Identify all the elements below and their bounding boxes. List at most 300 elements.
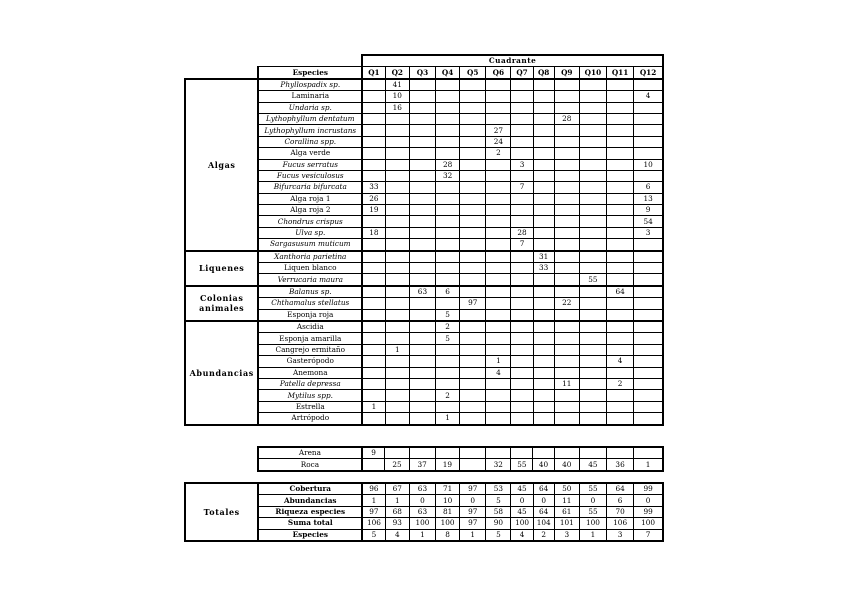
value-cell [533,216,554,227]
value-cell: 33 [362,182,385,193]
value-cell: 100 [579,518,606,529]
value-cell [607,333,634,344]
value-cell [385,367,409,378]
species-name: Alga verde [258,148,362,159]
value-cell [460,102,486,113]
value-cell: 26 [362,193,385,204]
value-cell: 4 [511,529,533,541]
value-cell [409,309,435,321]
value-cell: 55 [511,459,533,471]
value-cell [554,286,579,298]
value-cell [533,91,554,102]
quadrant-header: Q8 [533,67,554,79]
value-cell [460,401,486,412]
value-cell [579,148,606,159]
value-cell [511,193,533,204]
value-cell [579,298,606,309]
value-cell [634,251,663,263]
value-cell [607,148,634,159]
value-cell [409,251,435,263]
value-cell [409,367,435,378]
value-cell [579,251,606,263]
value-cell [385,286,409,298]
value-cell: 3 [634,227,663,238]
group-label: Colonias animales [185,286,258,321]
value-cell: 1 [362,495,385,506]
value-cell [486,298,511,309]
value-cell [385,182,409,193]
value-cell: 64 [533,483,554,495]
value-cell [362,333,385,344]
value-cell: 100 [409,518,435,529]
value-cell [362,367,385,378]
value-cell [511,401,533,412]
value-cell [634,413,663,425]
value-cell: 97 [460,483,486,495]
species-name: Phyllospadix sp. [258,79,362,91]
value-cell [486,91,511,102]
value-cell: 64 [607,483,634,495]
value-cell [362,344,385,355]
value-cell [486,401,511,412]
value-cell: 28 [436,159,460,170]
value-cell [607,274,634,286]
species-row [185,286,663,298]
quadrant-header: Q12 [634,67,663,79]
header-row-cuadrante [185,55,663,67]
substrate-row [258,447,663,459]
value-cell [436,79,460,91]
value-cell [533,148,554,159]
value-cell: 97 [460,298,486,309]
value-cell [385,136,409,147]
value-cell [554,125,579,136]
species-name: Alga roja 2 [258,205,362,216]
value-cell [554,227,579,238]
totals-metric-label: Especies [258,529,362,541]
value-cell: 28 [511,227,533,238]
value-cell [460,182,486,193]
value-cell [607,298,634,309]
value-cell [511,205,533,216]
value-cell [579,344,606,355]
value-cell: 93 [385,518,409,529]
value-cell: 6 [607,495,634,506]
value-cell [634,286,663,298]
species-name: Fucus serratus [258,159,362,170]
value-cell [436,148,460,159]
value-cell [607,125,634,136]
value-cell: 0 [634,495,663,506]
value-cell [533,298,554,309]
species-name: Anemona [258,367,362,378]
value-cell [579,216,606,227]
value-cell: 6 [436,286,460,298]
value-cell [385,447,409,459]
value-cell [511,125,533,136]
value-cell [579,286,606,298]
value-cell [634,309,663,321]
species-name: Gasterópodo [258,356,362,367]
value-cell [634,367,663,378]
value-cell [436,182,460,193]
value-cell: 99 [634,483,663,495]
value-cell [362,274,385,286]
value-cell [634,344,663,355]
value-cell [486,378,511,389]
value-cell [436,91,460,102]
value-cell [554,390,579,401]
value-cell: 37 [409,459,435,471]
value-cell [607,263,634,274]
value-cell: 7 [511,182,533,193]
value-cell: 24 [486,136,511,147]
value-cell [436,113,460,124]
species-name: Mytilus spp. [258,390,362,401]
value-cell [607,309,634,321]
value-cell [385,205,409,216]
value-cell: 7 [634,529,663,541]
value-cell [486,263,511,274]
value-cell [533,193,554,204]
value-cell [409,102,435,113]
value-cell [607,239,634,251]
value-cell [460,125,486,136]
value-cell: 8 [436,529,460,541]
quadrant-header: Q4 [436,67,460,79]
value-cell [511,333,533,344]
species-name: Alga roja 1 [258,193,362,204]
value-cell [511,274,533,286]
value-cell [460,159,486,170]
value-cell: 5 [362,529,385,541]
value-cell [385,413,409,425]
value-cell [409,274,435,286]
value-cell: 106 [362,518,385,529]
value-cell: 13 [634,193,663,204]
value-cell [533,125,554,136]
value-cell [486,321,511,333]
value-cell [385,227,409,238]
value-cell [486,79,511,91]
value-cell [554,367,579,378]
value-cell: 5 [436,333,460,344]
value-cell [460,136,486,147]
value-cell [362,321,385,333]
value-cell: 81 [436,506,460,517]
value-cell [579,263,606,274]
value-cell [511,216,533,227]
value-cell [607,413,634,425]
species-name: Chthamalus stellatus [258,298,362,309]
value-cell: 53 [486,483,511,495]
value-cell [511,321,533,333]
value-cell [533,227,554,238]
value-cell [385,251,409,263]
value-cell [409,263,435,274]
value-cell [385,159,409,170]
value-cell [554,333,579,344]
value-cell [511,113,533,124]
value-cell [362,125,385,136]
value-cell [435,447,459,459]
value-cell [460,79,486,91]
value-cell [385,298,409,309]
value-cell [436,378,460,389]
value-cell: 19 [362,205,385,216]
value-cell [436,401,460,412]
value-cell: 50 [554,483,579,495]
species-row [185,79,663,91]
species-name: Artrópodo [258,413,362,425]
value-cell [634,79,663,91]
substrate-label: Roca [258,459,362,471]
species-name: Sargasusum muticum [258,239,362,251]
quadrant-header: Q7 [511,67,533,79]
value-cell: 64 [533,506,554,517]
value-cell [533,390,554,401]
value-cell: 45 [511,506,533,517]
value-cell [579,401,606,412]
value-cell [607,390,634,401]
value-cell: 1 [579,529,606,541]
value-cell: 3 [511,159,533,170]
value-cell [607,251,634,263]
value-cell [385,378,409,389]
value-cell [554,344,579,355]
value-cell: 54 [634,216,663,227]
value-cell [362,309,385,321]
value-cell [634,239,663,251]
species-name: Estrella [258,401,362,412]
substrate-table [257,446,664,472]
value-cell: 32 [436,170,460,181]
value-cell [533,447,554,459]
value-cell [634,148,663,159]
value-cell [486,227,511,238]
value-cell [436,274,460,286]
value-cell [460,333,486,344]
value-cell: 41 [385,79,409,91]
value-cell [579,447,606,459]
value-cell [409,333,435,344]
value-cell [579,390,606,401]
value-cell [607,193,634,204]
value-cell: 7 [511,239,533,251]
value-cell [579,125,606,136]
value-cell [533,159,554,170]
value-cell: 22 [554,298,579,309]
value-cell: 100 [436,518,460,529]
value-cell: 96 [362,483,385,495]
value-cell [409,413,435,425]
value-cell [607,170,634,181]
value-cell [533,333,554,344]
value-cell [460,274,486,286]
value-cell [579,79,606,91]
value-cell [460,321,486,333]
value-cell [362,102,385,113]
quadrant-header: Q11 [607,67,634,79]
value-cell [436,367,460,378]
value-cell [362,390,385,401]
value-cell [511,91,533,102]
value-cell: 97 [362,506,385,517]
value-cell [409,193,435,204]
value-cell [511,251,533,263]
value-cell [409,321,435,333]
value-cell [607,227,634,238]
value-cell [579,170,606,181]
species-name: Xanthoria parietina [258,251,362,263]
species-name: Ascidia [258,321,362,333]
value-cell [385,263,409,274]
species-name: Balanus sp. [258,286,362,298]
value-cell: 0 [579,495,606,506]
value-cell [554,413,579,425]
value-cell [511,79,533,91]
value-cell [362,286,385,298]
value-cell: 2 [436,321,460,333]
value-cell [486,274,511,286]
value-cell [554,136,579,147]
value-cell: 63 [409,286,435,298]
header-row-quadrants [185,67,663,79]
value-cell: 1 [385,344,409,355]
value-cell [460,378,486,389]
value-cell [533,378,554,389]
value-cell [607,182,634,193]
species-name: Lythophyllum incrustans [258,125,362,136]
value-cell [533,79,554,91]
value-cell [607,401,634,412]
species-row [185,251,663,263]
value-cell [409,159,435,170]
value-cell [385,390,409,401]
value-cell [511,148,533,159]
value-cell [634,263,663,274]
value-cell: 2 [486,148,511,159]
value-cell [554,182,579,193]
value-cell [362,459,385,471]
value-cell: 4 [634,91,663,102]
value-cell [607,367,634,378]
value-cell [385,125,409,136]
value-cell [436,298,460,309]
value-cell [607,91,634,102]
value-cell [511,298,533,309]
value-cell [607,344,634,355]
value-cell [634,401,663,412]
value-cell [409,298,435,309]
value-cell: 67 [385,483,409,495]
value-cell [533,182,554,193]
value-cell: 64 [607,286,634,298]
value-cell [436,205,460,216]
value-cell [362,356,385,367]
quadrant-header: Q9 [554,67,579,79]
value-cell [409,182,435,193]
group-label: Algas [185,79,258,251]
value-cell [634,113,663,124]
value-cell [486,447,511,459]
species-name: Corallina spp. [258,136,362,147]
value-cell: 10 [634,159,663,170]
value-cell: 2 [607,378,634,389]
value-cell: 10 [436,495,460,506]
value-cell [486,413,511,425]
value-cell [436,216,460,227]
value-cell: 18 [362,227,385,238]
value-cell [607,102,634,113]
value-cell [409,378,435,389]
value-cell: 1 [634,459,663,471]
value-cell: 11 [554,495,579,506]
value-cell [511,170,533,181]
value-cell [460,356,486,367]
value-cell: 28 [554,113,579,124]
value-cell [460,367,486,378]
value-cell [385,148,409,159]
value-cell [634,102,663,113]
value-cell [554,251,579,263]
value-cell [459,459,485,471]
value-cell [436,227,460,238]
value-cell [362,170,385,181]
value-cell [409,216,435,227]
value-cell [511,136,533,147]
totals-row [185,483,663,495]
value-cell [554,159,579,170]
value-cell: 0 [511,495,533,506]
value-cell: 27 [486,125,511,136]
species-name: Undaria sp. [258,102,362,113]
value-cell [409,227,435,238]
value-cell [436,263,460,274]
value-cell [607,113,634,124]
species-name: Cangrejo ermitaño [258,344,362,355]
value-cell [533,401,554,412]
value-cell [409,401,435,412]
value-cell [634,170,663,181]
value-cell [460,227,486,238]
value-cell [533,286,554,298]
value-cell [554,447,579,459]
species-name: Liquen blanco [258,263,362,274]
value-cell [533,321,554,333]
value-cell: 71 [436,483,460,495]
value-cell [362,251,385,263]
totals-metric-label: Cobertura [258,483,362,495]
value-cell [460,170,486,181]
value-cell [409,91,435,102]
value-cell [579,356,606,367]
value-cell: 97 [460,506,486,517]
value-cell [533,170,554,181]
quadrant-header: Q6 [486,67,511,79]
value-cell [486,390,511,401]
value-cell: 3 [554,529,579,541]
value-cell: 1 [486,356,511,367]
quadrant-header: Q3 [409,67,435,79]
group-label: Abundancias [185,321,258,425]
especies-header: Especies [258,67,362,79]
value-cell [409,205,435,216]
value-cell [486,251,511,263]
value-cell: 5 [436,309,460,321]
value-cell [409,239,435,251]
quadrant-header: Q1 [362,67,385,79]
